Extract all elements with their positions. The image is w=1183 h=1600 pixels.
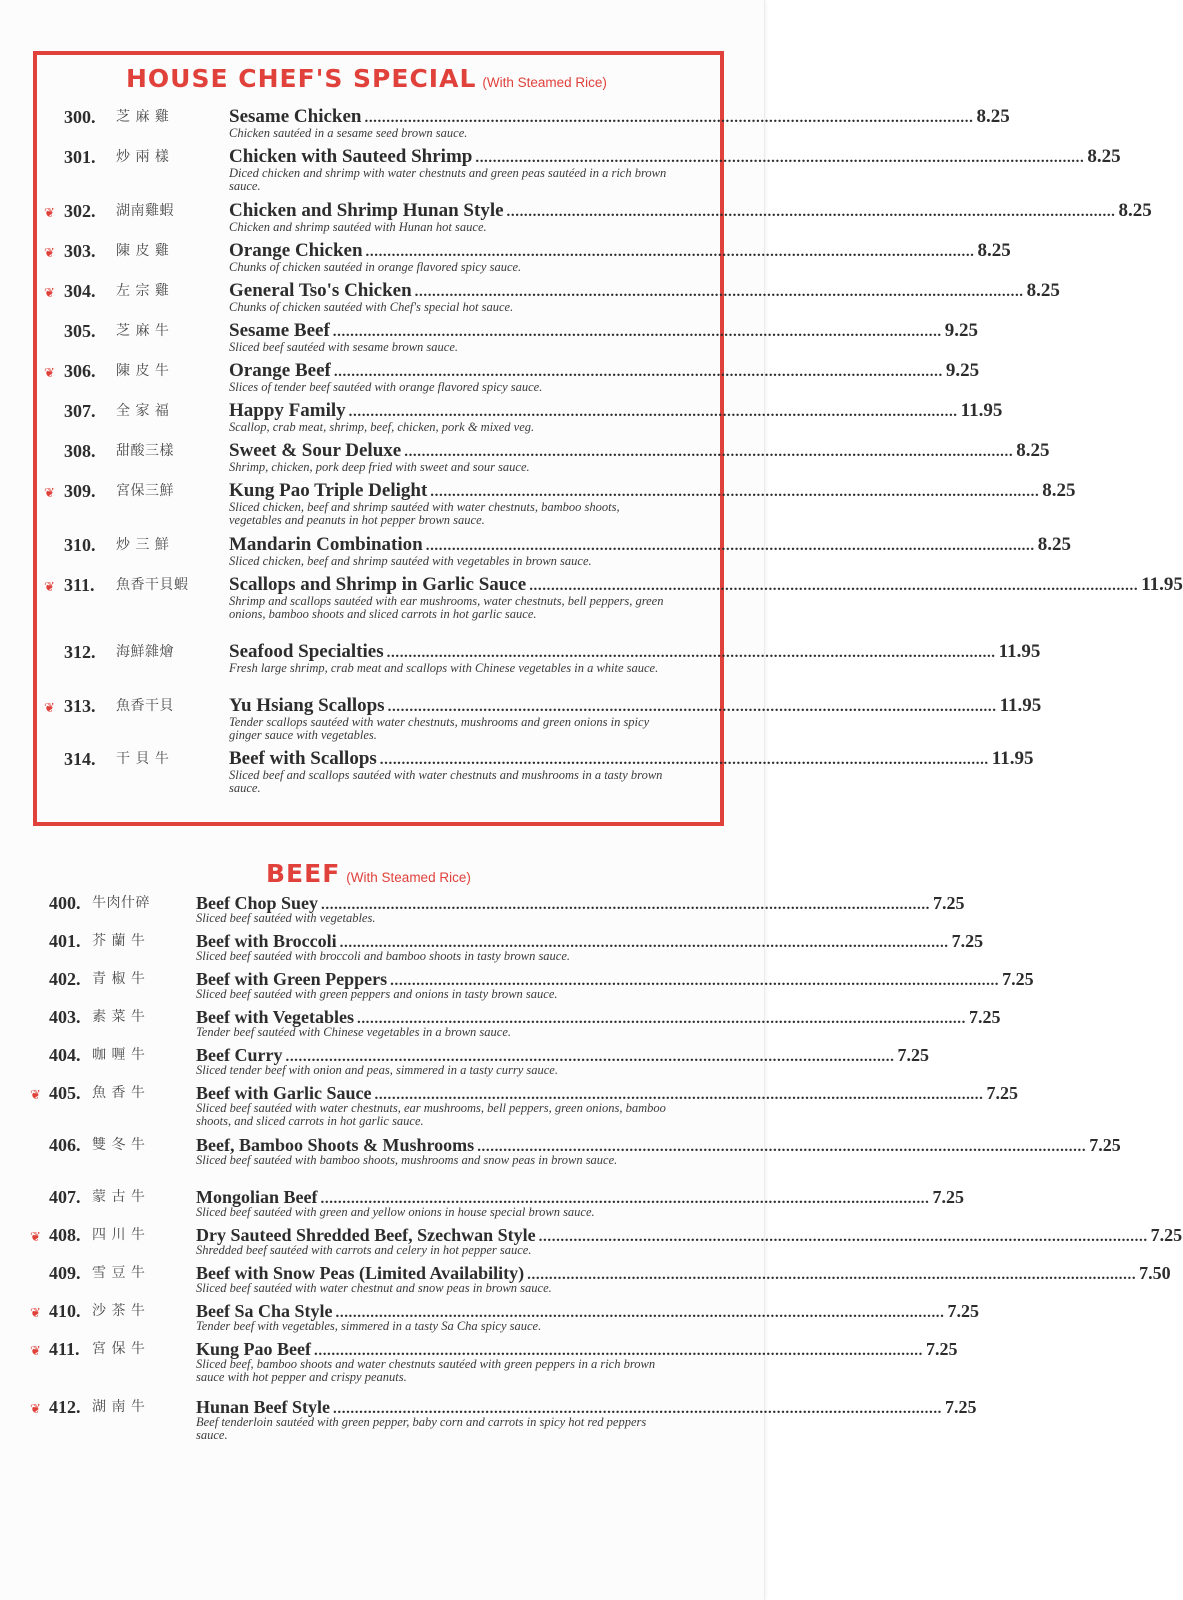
item-name: Yu Hsiang Scallops bbox=[229, 695, 385, 716]
item-name: Orange Beef bbox=[229, 360, 331, 381]
item-name: Beef with Vegetables bbox=[196, 1007, 354, 1027]
item-number: 308. bbox=[64, 441, 96, 461]
dot-leader: ............................................................................................................................................ bbox=[379, 752, 989, 768]
chinese-name: 甜酸三樣 bbox=[116, 443, 174, 459]
hot-pepper-icon: ❦ bbox=[44, 285, 55, 300]
section-title: BEEF bbox=[266, 859, 341, 888]
item-number: 302. bbox=[64, 201, 96, 221]
hot-pepper-icon: ❦ bbox=[30, 1305, 41, 1320]
item-price: 8.25 bbox=[1118, 200, 1152, 221]
item-description: Chicken and shrimp sautéed with Hunan hot sauce. bbox=[229, 220, 487, 234]
chinese-name: 魚 香 牛 bbox=[92, 1085, 146, 1101]
item-name: Dry Sauteed Shredded Beef, Szechwan Style bbox=[196, 1225, 536, 1245]
item-description: Fresh large shrimp, crab meat and scallops with Chinese vegetables in a white sauce. bbox=[229, 661, 659, 675]
chinese-name: 牛肉什碎 bbox=[92, 895, 150, 911]
item-number: 406. bbox=[49, 1135, 81, 1155]
dot-leader: ............................................................................................................................................ bbox=[414, 284, 1024, 300]
item-price: 7.25 bbox=[1089, 1135, 1121, 1155]
dot-leader: ............................................................................................................................................ bbox=[425, 538, 1035, 554]
dot-leader: ............................................................................................................................................ bbox=[386, 645, 996, 661]
item-description: Sliced beef and scallops sautéed with water chestnuts and mushrooms in a tasty brown sauce. bbox=[229, 768, 663, 795]
section-subtitle: (With Steamed Rice) bbox=[346, 870, 471, 885]
chinese-name: 四 川 牛 bbox=[92, 1227, 146, 1243]
chinese-name: 雙 冬 牛 bbox=[92, 1137, 146, 1153]
item-name: Beef with Scallops bbox=[229, 748, 377, 769]
chinese-name: 全 家 福 bbox=[116, 403, 170, 419]
dot-leader: ............................................................................................................................................ bbox=[430, 484, 1040, 500]
item-price: 7.25 bbox=[1150, 1225, 1183, 1245]
item-name: Beef with Garlic Sauce bbox=[196, 1083, 372, 1103]
item-name: Seafood Specialties bbox=[229, 641, 384, 662]
dot-leader: ............................................................................................................................................ bbox=[390, 973, 1000, 989]
chinese-name: 芝 麻 雞 bbox=[116, 109, 170, 125]
item-name: Chicken and Shrimp Hunan Style bbox=[229, 200, 504, 221]
item-description: Sliced beef sautéed with vegetables. bbox=[196, 911, 376, 925]
item-price: 8.25 bbox=[1087, 146, 1121, 167]
item-price: 8.25 bbox=[1037, 534, 1071, 555]
item-number: 408. bbox=[49, 1225, 81, 1245]
item-number: 400. bbox=[49, 893, 81, 913]
chinese-name: 芝 麻 牛 bbox=[116, 323, 170, 339]
item-price: 8.25 bbox=[977, 240, 1011, 261]
item-number: 312. bbox=[64, 642, 96, 662]
item-description: Tender beef with vegetables, simmered in a tasty Sa Cha spicy sauce. bbox=[196, 1319, 542, 1333]
item-description: Sliced beef sautéed with green peppers and onions in tasty brown sauce. bbox=[196, 987, 558, 1001]
item-name: Sesame Beef bbox=[229, 320, 330, 341]
item-name: Sweet & Sour Deluxe bbox=[229, 440, 402, 461]
item-price: 7.25 bbox=[933, 893, 965, 913]
dot-leader: ............................................................................................................................................ bbox=[365, 244, 975, 260]
item-number: 303. bbox=[64, 241, 96, 261]
item-price: 7.25 bbox=[932, 1187, 964, 1207]
item-name: Scallops and Shrimp in Garlic Sauce bbox=[229, 574, 527, 595]
dot-leader: ............................................................................................................................................ bbox=[339, 935, 949, 951]
item-price: 11.95 bbox=[960, 400, 1003, 421]
hot-pepper-icon: ❦ bbox=[44, 700, 55, 715]
item-number: 410. bbox=[49, 1301, 81, 1321]
item-price: 11.95 bbox=[1141, 574, 1183, 595]
dot-leader: ............................................................................................................................................ bbox=[356, 1011, 966, 1027]
item-name: Happy Family bbox=[229, 400, 346, 421]
dot-leader: ............................................................................................................................................ bbox=[527, 1267, 1137, 1283]
item-price: 7.25 bbox=[986, 1083, 1018, 1103]
item-description: Shredded beef sautéed with carrots and celery in hot pepper sauce. bbox=[196, 1243, 532, 1257]
item-price: 8.25 bbox=[976, 106, 1010, 127]
item-number: 412. bbox=[49, 1397, 81, 1417]
chinese-name: 魚香干貝 bbox=[116, 698, 174, 714]
hot-pepper-icon: ❦ bbox=[30, 1229, 41, 1244]
item-number: 411. bbox=[49, 1339, 80, 1359]
item-name: Beef with Broccoli bbox=[196, 931, 337, 951]
section-subtitle: (With Steamed Rice) bbox=[482, 75, 607, 90]
dot-leader: ............................................................................................................................................ bbox=[333, 364, 943, 380]
hot-pepper-icon: ❦ bbox=[44, 205, 55, 220]
item-description: Tender beef sautéed with Chinese vegetables in a brown sauce. bbox=[196, 1025, 511, 1039]
item-description: Sliced beef sautéed with bamboo shoots, mushrooms and snow peas in brown sauce. bbox=[196, 1153, 618, 1167]
item-description: Sliced beef sautéed with green and yellow onions in house special brown sauce. bbox=[196, 1205, 595, 1219]
chinese-name: 沙 茶 牛 bbox=[92, 1303, 146, 1319]
item-name: Hunan Beef Style bbox=[196, 1397, 331, 1417]
item-price: 9.25 bbox=[945, 360, 980, 381]
item-description: Slices of tender beef sautéed with orange flavored spicy sauce. bbox=[229, 380, 543, 394]
chinese-name: 蒙 古 牛 bbox=[92, 1189, 146, 1205]
chinese-name: 芥 蘭 牛 bbox=[92, 933, 146, 949]
dot-leader: ............................................................................................................................................ bbox=[364, 110, 974, 126]
item-number: 310. bbox=[64, 535, 96, 555]
item-price: 11.95 bbox=[998, 641, 1041, 662]
item-number: 404. bbox=[49, 1045, 81, 1065]
dot-leader: ............................................................................................................................................ bbox=[506, 204, 1116, 220]
item-description: Chunks of chicken sautéed with Chef's special hot sauce. bbox=[229, 300, 514, 314]
dot-leader: ............................................................................................................................................ bbox=[529, 578, 1139, 594]
item-number: 301. bbox=[64, 147, 96, 167]
dot-leader: ............................................................................................................................................ bbox=[320, 1191, 930, 1207]
item-name: General Tso's Chicken bbox=[229, 280, 412, 301]
item-price: 7.25 bbox=[951, 931, 984, 951]
item-description: Chunks of chicken sautéed in orange flavored spicy sauce. bbox=[229, 260, 522, 274]
dot-leader: ............................................................................................................................................ bbox=[477, 1139, 1087, 1155]
item-description: Tender scallops sautéed with water chestnuts, mushrooms and green onions in spicy ginger sauce with vegetables. bbox=[229, 715, 650, 742]
item-name: Beef, Bamboo Shoots & Mushrooms bbox=[196, 1135, 475, 1155]
chinese-name: 雪 豆 牛 bbox=[92, 1265, 146, 1281]
dot-leader: ............................................................................................................................................ bbox=[333, 1401, 943, 1417]
item-number: 314. bbox=[64, 749, 96, 769]
chinese-name: 宮 保 牛 bbox=[92, 1341, 146, 1357]
item-description: Sliced beef sautéed with water chestnuts, ear mushrooms, bell peppers, green onions, bamboo shoots, and sliced carrots in hot garlic sauce. bbox=[196, 1101, 666, 1128]
hot-pepper-icon: ❦ bbox=[30, 1343, 41, 1358]
item-number: 407. bbox=[49, 1187, 81, 1207]
dot-leader: ............................................................................................................................................ bbox=[314, 1343, 923, 1359]
item-name: Orange Chicken bbox=[229, 240, 363, 261]
item-name: Chicken with Sauteed Shrimp bbox=[229, 146, 473, 167]
chinese-name: 陳 皮 雞 bbox=[116, 243, 170, 259]
item-price: 7.25 bbox=[968, 1007, 1001, 1027]
item-name: Mongolian Beef bbox=[196, 1187, 318, 1207]
item-price: 7.25 bbox=[1002, 969, 1034, 989]
item-price: 11.95 bbox=[999, 695, 1042, 716]
item-description: Scallop, crab meat, shrimp, beef, chicken, pork & mixed veg. bbox=[229, 420, 535, 434]
dot-leader: ............................................................................................................................................ bbox=[321, 897, 931, 913]
hot-pepper-icon: ❦ bbox=[44, 579, 55, 594]
dot-leader: ............................................................................................................................................ bbox=[538, 1229, 1148, 1245]
chinese-name: 炒 兩 樣 bbox=[116, 149, 170, 165]
item-number: 300. bbox=[64, 107, 96, 127]
item-description: Sliced tender beef with onion and peas, simmered in a tasty curry sauce. bbox=[196, 1063, 558, 1077]
item-name: Kung Pao Triple Delight bbox=[229, 480, 428, 501]
chinese-name: 宮保三鮮 bbox=[116, 483, 174, 499]
item-number: 401. bbox=[49, 931, 81, 951]
item-name: Beef with Green Peppers bbox=[196, 969, 388, 989]
hot-pepper-icon: ❦ bbox=[44, 485, 55, 500]
item-description: Diced chicken and shrimp with water chestnuts and green peas sautéed in a rich brown sauce. bbox=[229, 166, 667, 193]
dot-leader: ............................................................................................................................................ bbox=[335, 1305, 945, 1321]
item-name: Beef Curry bbox=[196, 1045, 283, 1065]
item-number: 409. bbox=[49, 1263, 81, 1283]
dot-leader: ............................................................................................................................................ bbox=[332, 324, 942, 340]
hot-pepper-icon: ❦ bbox=[30, 1401, 41, 1416]
item-name: Mandarin Combination bbox=[229, 534, 423, 555]
section-title: HOUSE CHEF'S SPECIAL bbox=[126, 64, 477, 93]
item-price: 7.25 bbox=[945, 1397, 977, 1417]
item-price: 8.25 bbox=[1016, 440, 1050, 461]
beef-heading bbox=[266, 859, 471, 888]
item-price: 9.25 bbox=[944, 320, 979, 341]
dot-leader: ............................................................................................................................................ bbox=[348, 404, 958, 420]
item-number: 311. bbox=[64, 575, 95, 595]
chinese-name: 炒 三 鮮 bbox=[116, 537, 170, 553]
item-name: Beef with Snow Peas (Limited Availability) bbox=[196, 1263, 525, 1283]
item-description: Sliced beef, bamboo shoots and water chestnuts sautéed with green peppers in a rich brown sauce with hot pepper and crispy peanuts. bbox=[196, 1357, 656, 1384]
item-description: Sliced chicken, beef and shrimp sautéed with water chestnuts, bamboo shoots, vegetables and peanuts in hot pepper brown sauce. bbox=[229, 500, 620, 527]
item-number: 405. bbox=[49, 1083, 81, 1103]
hot-pepper-icon: ❦ bbox=[44, 245, 55, 260]
dot-leader: ............................................................................................................................................ bbox=[285, 1049, 895, 1065]
item-description: Shrimp, chicken, pork deep fried with sweet and sour sauce. bbox=[229, 460, 530, 474]
item-number: 402. bbox=[49, 969, 81, 989]
item-price: 8.25 bbox=[1042, 480, 1076, 501]
house-special-heading bbox=[126, 64, 607, 93]
item-number: 307. bbox=[64, 401, 96, 421]
item-description: Beef tenderloin sautéed with green pepper, baby corn and carrots in spicy hot red peppers sauce. bbox=[196, 1415, 647, 1442]
chinese-name: 咖 喱 牛 bbox=[92, 1047, 146, 1063]
item-price: 7.25 bbox=[947, 1301, 979, 1321]
item-price: 11.95 bbox=[991, 748, 1034, 769]
item-price: 7.25 bbox=[897, 1045, 929, 1065]
item-number: 313. bbox=[64, 696, 96, 716]
dot-leader: ............................................................................................................................................ bbox=[374, 1087, 984, 1103]
item-price: 7.25 bbox=[926, 1339, 958, 1359]
chinese-name: 青 椒 牛 bbox=[92, 971, 146, 987]
item-number: 309. bbox=[64, 481, 96, 501]
chinese-name: 干 貝 牛 bbox=[116, 751, 170, 767]
dot-leader: ............................................................................................................................................ bbox=[475, 150, 1085, 166]
dot-leader: ............................................................................................................................................ bbox=[387, 699, 997, 715]
item-name: Beef Sa Cha Style bbox=[196, 1301, 333, 1321]
item-name: Kung Pao Beef bbox=[196, 1339, 311, 1359]
dot-leader: ............................................................................................................................................ bbox=[404, 444, 1014, 460]
chinese-name: 魚香干貝蝦 bbox=[116, 577, 189, 593]
item-price: 8.25 bbox=[1026, 280, 1060, 301]
item-description: Sliced beef sautéed with water chestnut and snow peas in brown sauce. bbox=[196, 1281, 552, 1295]
chinese-name: 左 宗 雞 bbox=[116, 283, 170, 299]
item-description: Chicken sautéed in a sesame seed brown sauce. bbox=[229, 126, 468, 140]
item-number: 305. bbox=[64, 321, 96, 341]
item-price: 7.50 bbox=[1139, 1263, 1171, 1283]
item-number: 403. bbox=[49, 1007, 81, 1027]
item-description: Shrimp and scallops sautéed with ear mushrooms, water chestnuts, bell peppers, green onions, bamboo shoots and sliced carrots in hot garlic sauce. bbox=[229, 594, 664, 621]
item-number: 306. bbox=[64, 361, 96, 381]
item-name: Beef Chop Suey bbox=[196, 893, 319, 913]
item-name: Sesame Chicken bbox=[229, 106, 362, 127]
item-number: 304. bbox=[64, 281, 96, 301]
hot-pepper-icon: ❦ bbox=[44, 365, 55, 380]
hot-pepper-icon: ❦ bbox=[30, 1087, 41, 1102]
chinese-name: 陳 皮 牛 bbox=[116, 363, 170, 379]
chinese-name: 湖 南 牛 bbox=[92, 1399, 146, 1415]
chinese-name: 海鮮雜燴 bbox=[116, 644, 174, 660]
chinese-name: 湖南雞蝦 bbox=[116, 203, 174, 219]
item-description: Sliced beef sautéed with broccoli and bamboo shoots in tasty brown sauce. bbox=[196, 949, 571, 963]
item-description: Sliced beef sautéed with sesame brown sauce. bbox=[229, 340, 459, 354]
chinese-name: 素 菜 牛 bbox=[92, 1009, 146, 1025]
item-description: Sliced chicken, beef and shrimp sautéed with vegetables in brown sauce. bbox=[229, 554, 592, 568]
